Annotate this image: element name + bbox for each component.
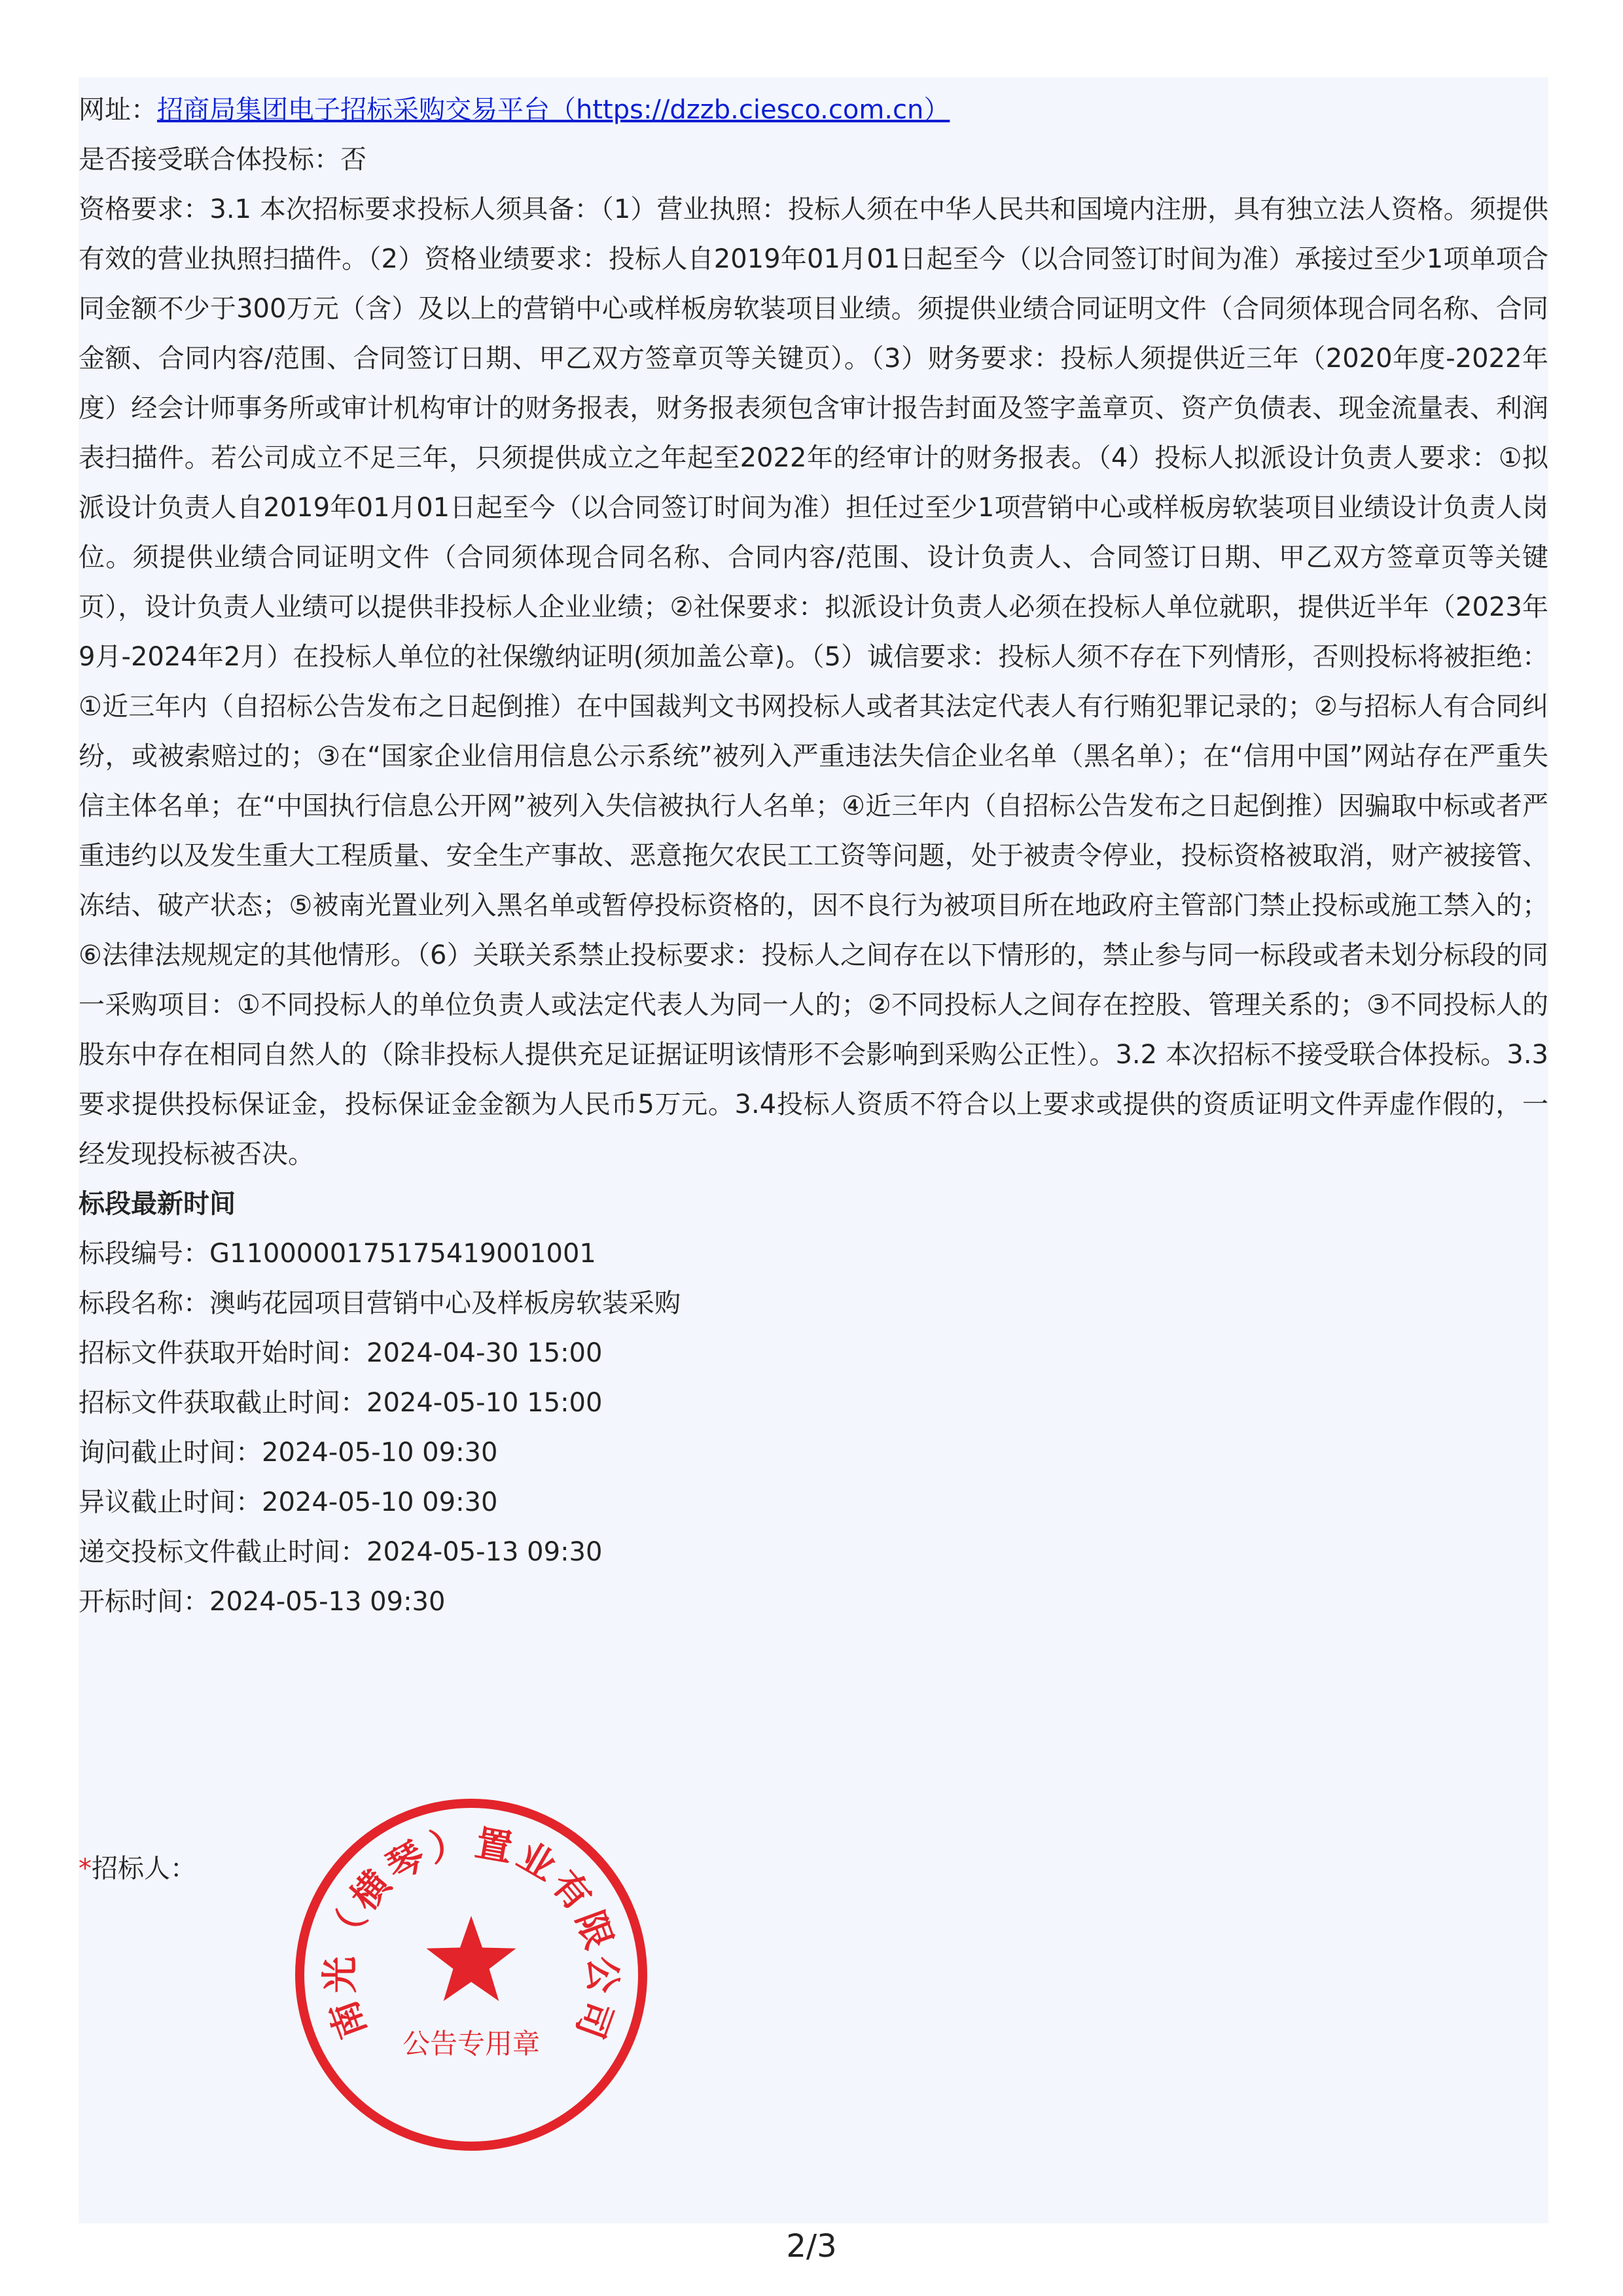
page-number: 2/3	[786, 2228, 837, 2265]
section-code: 标段编号：G1100000175175419001001	[79, 1239, 596, 1269]
section-heading: 标段最新时间	[79, 1189, 236, 1219]
seal-caption: 公告专用章	[402, 2028, 541, 2060]
seal-char: 横	[342, 1862, 400, 1919]
notice-panel	[79, 77, 1548, 2223]
website-label: 网址：	[79, 95, 157, 125]
website-line	[79, 85, 1548, 135]
company-seal	[288, 1792, 654, 2158]
seal-char: 业	[510, 1833, 563, 1890]
seal-char: 限	[567, 1905, 621, 1955]
seal-char: ）	[426, 1821, 471, 1871]
doc-start-time: 招标文件获取开始时间：2024-04-30 15:00	[79, 1338, 603, 1368]
objection-deadline: 异议截止时间：2024-05-10 09:30	[79, 1487, 498, 1517]
seal-char: 置	[472, 1821, 516, 1871]
bid-opening-time: 开标时间：2024-05-13 09:30	[79, 1587, 446, 1617]
qualification-paragraph: 资格要求：3.1 本次招标要求投标人须具备：（1）营业执照：投标人须在中华人民共和国境内注册，具有独立法人资格。须提供有效的营业执照扫描件。（2）资格业绩要求：投标人自2019年01月01日起至今（以合同签订时间为准）承接过至少1项单项合同金额不少于300万元（含）及以上的营销中心或样板房软装项目业绩。须提供业绩合同证明文件（合同须体现合同名称、合同金额、合同内容/范围、合同签订日期、甲乙双方签章页等关键页）。（3）财务要求：投标人须提供近三年（2020年度-2022年度）经会计师事务所或审计机构审计的财务报表，财务报表须包含审计报告封面及签字盖章页、资产负债表、现金流量表、利润表扫描件。若公司成立不足三年，只须提供成立之年起至2022年的经审计的财务报表。（4）投标人拟派设计负责人要求：①拟派设计负责人自2019年01月01日起至今（以合同签订时间为准）担任过至少1项营销中心或样板房软装项目业绩设计负责人岗位。须提供业绩合同证明文件（合同须体现合同名称、合同内容/范围、设计负责人、合同签订日期、甲乙双方签章页等关键页），设计负责人业绩可以提供非投标人企业业绩；②社保要求：拟派设计负责人必须在投标人单位就职，提供近半年（2023年9月-2024年2月）在投标人单位的社保缴纳证明(须加盖公章)。（5）诚信要求：投标人须不存在下列情形，否则投标将被拒绝：①近三年内（自招标公告发布之日起倒推）在中国裁判文书网投标人或者其法定代表人有行贿犯罪记录的；②与招标人有合同纠纷，或被索赔过的；③在“国家企业信用信息公示系统”被列入严重违法失信企业名单（黑名单）；在“信用中国”网站存在严重失信主体名单；在“中国执行信息公开网”被列入失信被执行人名单；④近三年内（自招标公告发布之日起倒推）因骗取中标或者严重违约以及发生重大工程质量、安全生产事故、恶意拖欠农民工工资等问题，处于被责令停业，投标资格被取消，财产被接管、冻结、破产状态；⑤被南光置业列入黑名单或暂停投标资格的，因不良行为被项目所在地政府主管部门禁止投标或施工禁入的；⑥法律法规规定的其他情形。（6）关联关系禁止投标要求：投标人之间存在以下情形的，禁止参与同一标段或者未划分标段的同一采购项目：①不同投标人的单位负责人或法定代表人为同一人的；②不同投标人之间存在控股、管理关系的；③不同投标人的股东中存在相同自然人的（除非投标人提供充足证据证明该情形不会影响到采购公正性）。3.2 本次招标不接受联合体投标。3.3要求提供投标保证金，投标保证金金额为人民币5万元。3.4投标人资质不符合以上要求或提供的资质证明文件弄虚作假的，一经发现投标被否决。	[79, 194, 1548, 1169]
seal-star-icon	[427, 1916, 516, 2001]
seal-char: 公	[580, 1956, 624, 1993]
section-name: 标段名称：澳屿花园项目营销中心及样板房软装采购	[79, 1288, 681, 1318]
seal-char: 南	[321, 1994, 375, 2044]
seal-char: 光	[319, 1956, 362, 1993]
seal-char: 琴	[379, 1833, 433, 1890]
tenderer-field	[79, 1844, 196, 1894]
seal-char: （	[321, 1905, 375, 1955]
bid-submission-deadline: 递交投标文件截止时间：2024-05-13 09:30	[79, 1537, 603, 1567]
doc-end-time: 招标文件获取截止时间：2024-05-10 15:00	[79, 1388, 603, 1418]
inquiry-deadline: 询问截止时间：2024-05-10 09:30	[79, 1438, 498, 1468]
platform-link[interactable]: 招商局集团电子招标采购交易平台（https://dzzb.ciesco.com.cn）	[157, 95, 950, 125]
consortium-line: 是否接受联合体投标：否	[79, 145, 366, 175]
seal-char: 有	[543, 1862, 600, 1919]
required-mark: *	[79, 1854, 92, 1884]
notice-content	[79, 85, 1548, 1627]
seal-char: 司	[567, 1994, 621, 2044]
tenderer-label: 招标人：	[92, 1854, 196, 1884]
